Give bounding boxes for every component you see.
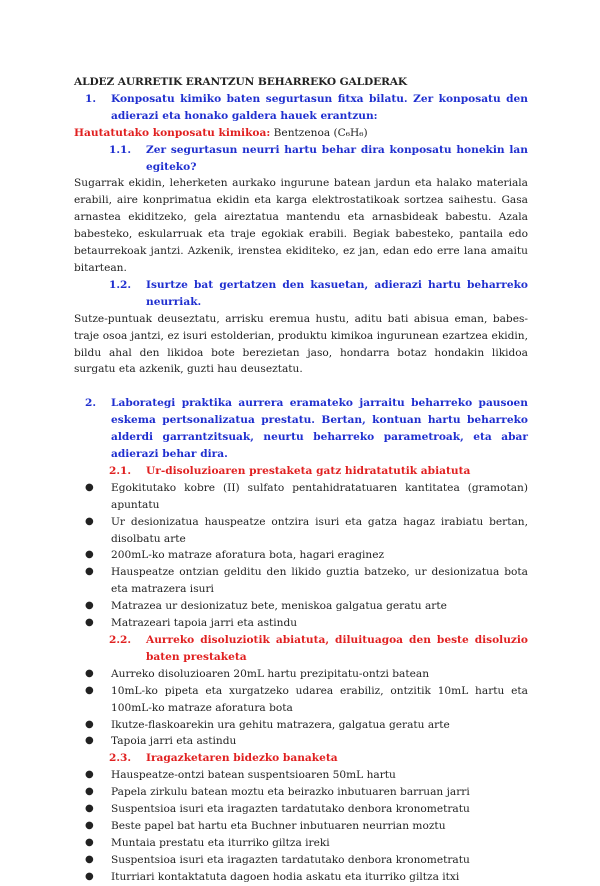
question-1-1-text: Zer segurtasun neurri hartu behar dira konposatu honekin lan egiteko? (146, 143, 528, 173)
list-item (74, 480, 528, 514)
section-2-2-title: Aurreko disoluziotik abiatuta, diluituagoa den beste disoluzio baten prestaketa (146, 634, 528, 663)
bullet-icon: ● (85, 566, 94, 578)
spacer (74, 378, 528, 395)
list-item (74, 564, 528, 598)
list-item (74, 666, 528, 683)
list-item (74, 683, 528, 717)
list-item (74, 801, 528, 818)
list-item-text: Muntaia prestatu eta iturriko giltza ireki (111, 836, 330, 849)
bullet-icon: ● (85, 819, 94, 831)
answer-1-2: Sutze-puntuak deuseztatu, arrisku eremua hustu, aditu bati abisua eman, babes-traje osoa jantzi, ez isuri estolderian, produktu kimikoa ingurunean ezartzea ekidin, bildu ahal den likidoa bote berezietan jaso, hondarra botaz hondakin likidoa surgatu eta azkenik, guzti hau deuseztatu. (74, 312, 528, 376)
list-item-text: Suspentsioa isuri eta iragazten tardatutako denbora kronometratu (111, 803, 470, 816)
page-title: ALDEZ AURRETIK ERANTZUN BEHARREKO GALDERAK (74, 76, 408, 88)
question-1-text: Konposatu kimiko baten segurtasun fitxa bilatu. Zer konposatu den adierazi eta honako galdera hauek erantzun: (111, 92, 528, 122)
answer-1-1: Sugarrak ekidin, leherketen aurkako ingurune batean jardun eta halako materiala erabili, aire konprimatua ekidin eta karga elektrostatikoak sortzea saihestu. Gasa arnastea ekiditzeko, gela aireztatua mantendu eta arnasbideak babestu. Azala babesteko, eskularruak eta traje egokiak erabili. Begiak babesteko, pantaila edo betaurrekoak jantzi. Azkenik, irenstea ekiditeko, ez jan, edan edo erre lana amaitu bitartean. (74, 177, 528, 274)
bullet-icon: ● (85, 515, 94, 527)
list-item-text: Papela zirkulu batean moztu eta beirazko inbutuaren barruan jarri (111, 786, 470, 799)
section-2-3-title: Iragazketaren bidezko banaketa (146, 752, 338, 765)
question-1-2-number: 1.2. (109, 278, 132, 291)
bullet-icon: ● (85, 853, 94, 865)
section-2-2-number: 2.2. (109, 634, 132, 646)
bullet-icon: ● (85, 718, 94, 730)
question-2-number: 2. (85, 397, 97, 410)
list-item-text: Iturriari kontaktatuta dagoen hodia askatu eta iturriko giltza itxi (111, 870, 460, 883)
list-item (74, 717, 528, 734)
section-2-3 (74, 750, 528, 767)
chosen-compound-value: Bentzenoa (C₆H₆) (273, 126, 368, 139)
list-item-text: Matrazea ur desionizatuz bete, meniskoa galgatua geratu arte (111, 600, 447, 613)
document-content (74, 74, 528, 886)
section-2-1 (74, 463, 528, 480)
chosen-compound (74, 125, 528, 142)
list-item-text: Aurreko disoluzioaren 20mL hartu prezipitatu-ontzi batean (111, 667, 430, 680)
bullet-icon: ● (85, 769, 94, 781)
list-item-text: 200mL-ko matraze aforatura bota, hagari eraginez (111, 549, 385, 562)
section-2-1-number: 2.1. (109, 464, 132, 477)
question-1 (74, 91, 528, 125)
list-item (74, 598, 528, 615)
section-2-1-list (74, 480, 528, 632)
list-item (74, 852, 528, 869)
list-item-text: Suspentsioa isuri eta iragazten tardatutako denbora kronometratu (111, 853, 470, 866)
section-2-3-number: 2.3. (109, 752, 132, 765)
list-item-text: Hauspeatze ontzian gelditu den likido guztia batzeko, ur desionizatua bota eta matrazera isuri (111, 566, 528, 596)
section-2-1-title: Ur-disoluzioaren prestaketa gatz hidratatutik abiatuta (146, 464, 471, 477)
list-item (74, 767, 528, 784)
section-2-3-list (74, 767, 528, 885)
bullet-icon: ● (85, 549, 94, 561)
question-2-text: Laborategi praktika aurrera eramateko jarraitu beharreko pausoen eskema pertsonalizatua prestatu. Bertan, kontuan hartu beharreko alderdi garrantzitsuak, neurtu beharreko parametroak, eta abar adierazi behar dira. (111, 397, 528, 461)
list-item (74, 835, 528, 852)
list-item-text: 10mL-ko pipeta eta xurgatzeko udarea erabiliz, ontzitik 10mL hartu eta 100mL-ko matraze aforatura bota (111, 684, 528, 714)
list-item-text: Ur desionizatua hauspeatze ontzira isuri eta gatza hagaz irabiatu bertan, disolbatu arte (111, 515, 528, 545)
question-1-2-text: Isurtze bat gertatzen den kasuetan, adierazi hartu beharreko neurriak. (146, 278, 528, 308)
list-item (74, 784, 528, 801)
bullet-icon: ● (85, 600, 94, 612)
bullet-icon: ● (85, 803, 94, 815)
list-item (74, 547, 528, 564)
bullet-icon: ● (85, 786, 94, 798)
list-item-text: Egokitutako kobre (II) sulfato pentahidratatuaren kantitatea (gramotan) apuntatu (111, 481, 528, 511)
list-item-text: Ikutze-flaskoarekin ura gehitu matrazera, galgatua geratu arte (111, 718, 450, 731)
question-1-number: 1. (85, 92, 97, 105)
question-1-1 (74, 142, 528, 176)
list-item-text: Hauspeatze-ontzi batean suspentsioaren 50mL hartu (111, 769, 396, 782)
bullet-icon: ● (85, 617, 94, 629)
list-item (74, 869, 528, 886)
bullet-icon: ● (85, 481, 94, 493)
section-2-2 (74, 632, 528, 666)
list-item (74, 818, 528, 835)
list-item-text: Matrazeari tapoia jarri eta astindu (111, 617, 298, 630)
list-item-text: Tapoia jarri eta astindu (111, 735, 237, 748)
bullet-icon: ● (85, 836, 94, 848)
bullet-icon: ● (85, 684, 94, 696)
bullet-icon: ● (85, 735, 94, 747)
section-2-2-list (74, 666, 528, 751)
question-1-2 (74, 277, 528, 311)
list-item-text: Beste papel bat hartu eta Buchner inbutuaren neurrian moztu (111, 819, 446, 832)
question-1-1-number: 1.1. (109, 143, 132, 156)
list-item (74, 733, 528, 750)
chosen-compound-label: Hautatutako konposatu kimikoa: (74, 126, 271, 139)
question-2 (74, 395, 528, 463)
list-item (74, 514, 528, 548)
bullet-icon: ● (85, 870, 94, 882)
list-item (74, 615, 528, 632)
bullet-icon: ● (85, 667, 94, 679)
